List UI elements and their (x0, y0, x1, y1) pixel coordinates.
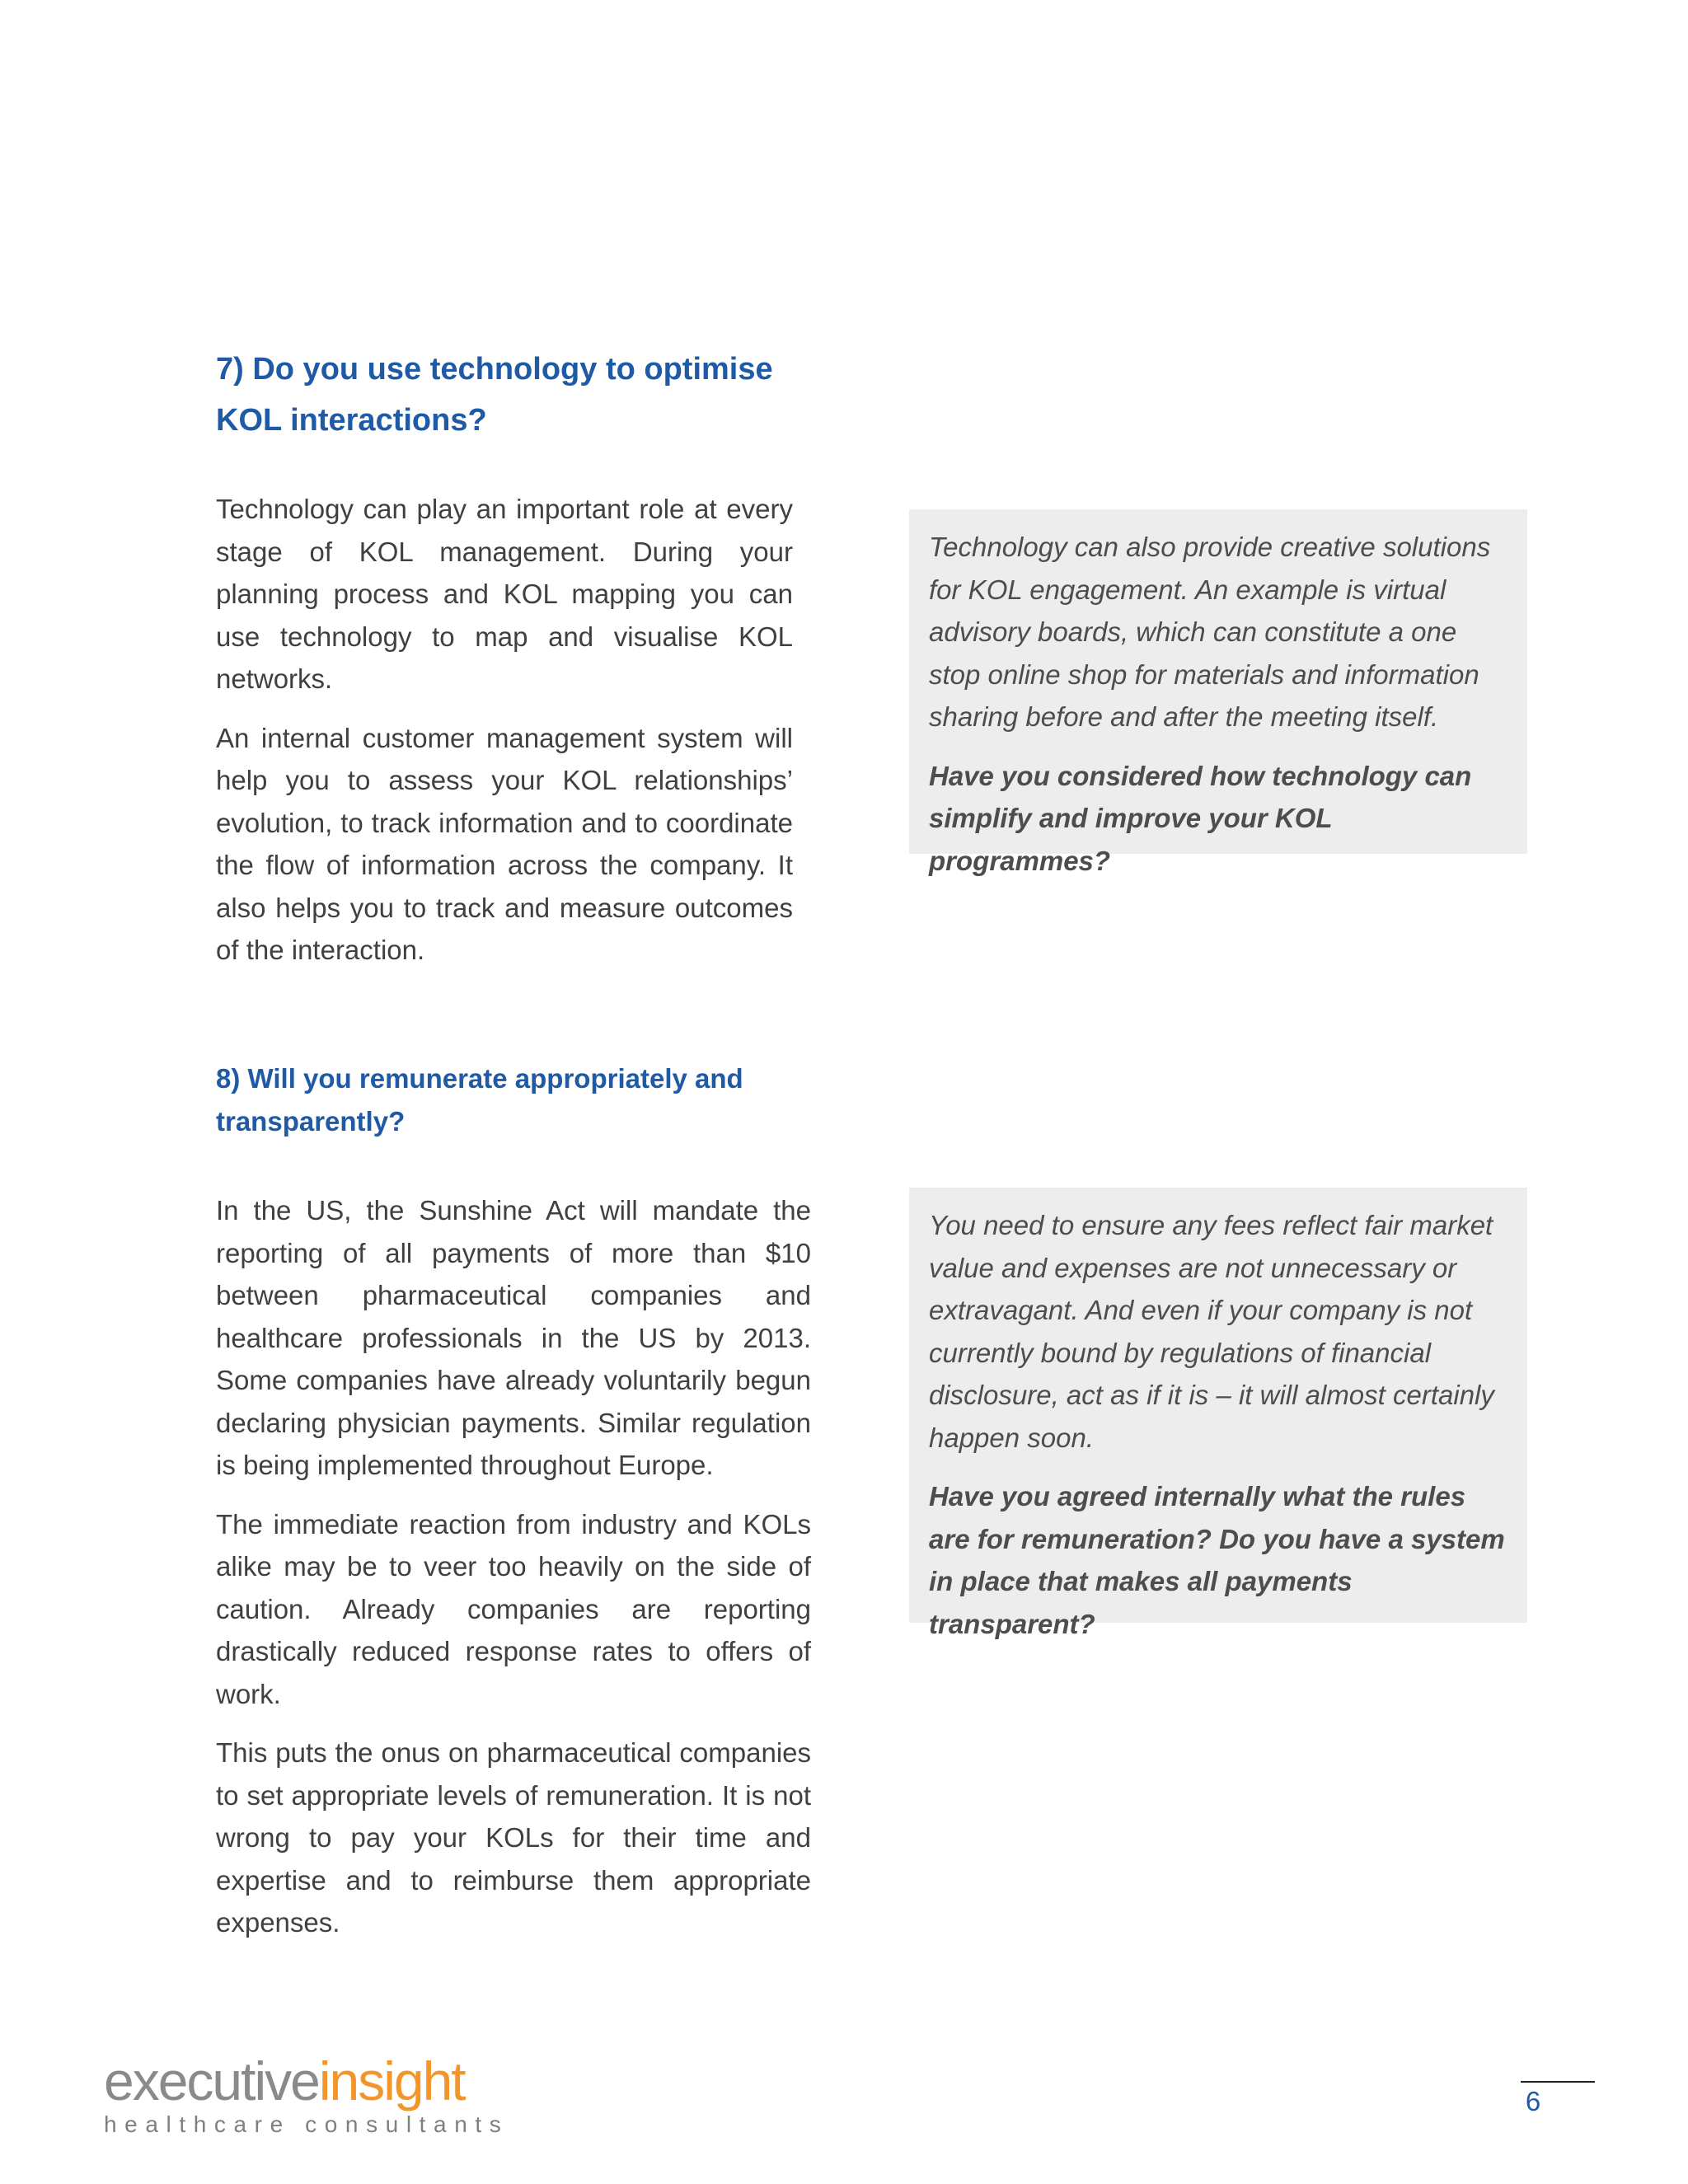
section-8-paragraph-3: This puts the onus on pharmaceutical companies to set appropriate levels of remuneration. It is not wrong to pay your KOLs for their time and expertise and to reimburse them appropriate expenses. (216, 1737, 811, 1938)
section-8-paragraph-2: The immediate reaction from industry and KOLs alike may be to veer too heavily on the side of caution. Already companies are reporting drastically reduced response rates to offers of work. (216, 1508, 811, 1709)
section-8-body (216, 1189, 811, 1961)
section-8-heading-line-1: 8) Will you remunerate appropriately and (216, 1063, 743, 1094)
logo-wordmark-executive: executive (104, 2050, 319, 2111)
section-8-callout (909, 1188, 1527, 1639)
section-7-callout-text: Technology can also provide creative solutions for KOL engagement. An example is virtual advisory boards, which can constitute a one stop online shop for materials and information sharing before and after the meeting itself. (929, 532, 1491, 732)
section-8-callout-question: Have you agreed internally what the rules are for remuneration? Do you have a system in place that makes all payments transparent? (929, 1481, 1505, 1639)
section-8-callout-text: You need to ensure any fees reflect fair market value and expenses are not unnecessary or extravagant. And even if your company is not currently bound by regulations of financial disclosure, act as if it is – it will almost certainly happen soon. (929, 1210, 1494, 1453)
section-7-body (216, 488, 793, 988)
section-8-paragraph-1: In the US, the Sunshine Act will mandate the reporting of all payments of more than $10 between pharmaceutical companies and healthcare professionals in the US by 2013. Some companies have already voluntarily begun declaring physician payments. Similar regulation is being implemented throughout Europe. (216, 1195, 811, 1480)
logo-tagline: healthcare consultants (104, 2111, 509, 2137)
section-8-heading-line-2: transparently? (216, 1106, 406, 1137)
section-7-paragraph-1: Technology can play an important role at every stage of KOL management. During your planning process and KOL mapping you can use technology to map and visualise KOL networks. (216, 494, 793, 694)
section-8-heading (216, 1057, 842, 1143)
page-number-rule (1521, 2081, 1595, 2083)
section-7-heading-line-2: KOL interactions? (216, 403, 487, 438)
section-7-heading-line-1: 7) Do you use technology to optimise (216, 352, 773, 387)
section-7-heading (216, 344, 842, 446)
logo-wordmark (104, 2052, 483, 2110)
company-logo (104, 2050, 509, 2138)
section-7-paragraph-2: An internal customer management system will help you to assess your KOL relationships’ evolution, to track information and to coordinate the flow of information across the company. It also helps you to track and measure outcomes of the interaction. (216, 722, 793, 965)
logo-wordmark-insight: insight (318, 2050, 465, 2111)
page-number: 6 (1525, 2086, 1541, 2116)
section-7-callout (909, 509, 1527, 876)
section-7-callout-question: Have you considered how technology can simplify and improve your KOL programmes? (929, 760, 1472, 876)
